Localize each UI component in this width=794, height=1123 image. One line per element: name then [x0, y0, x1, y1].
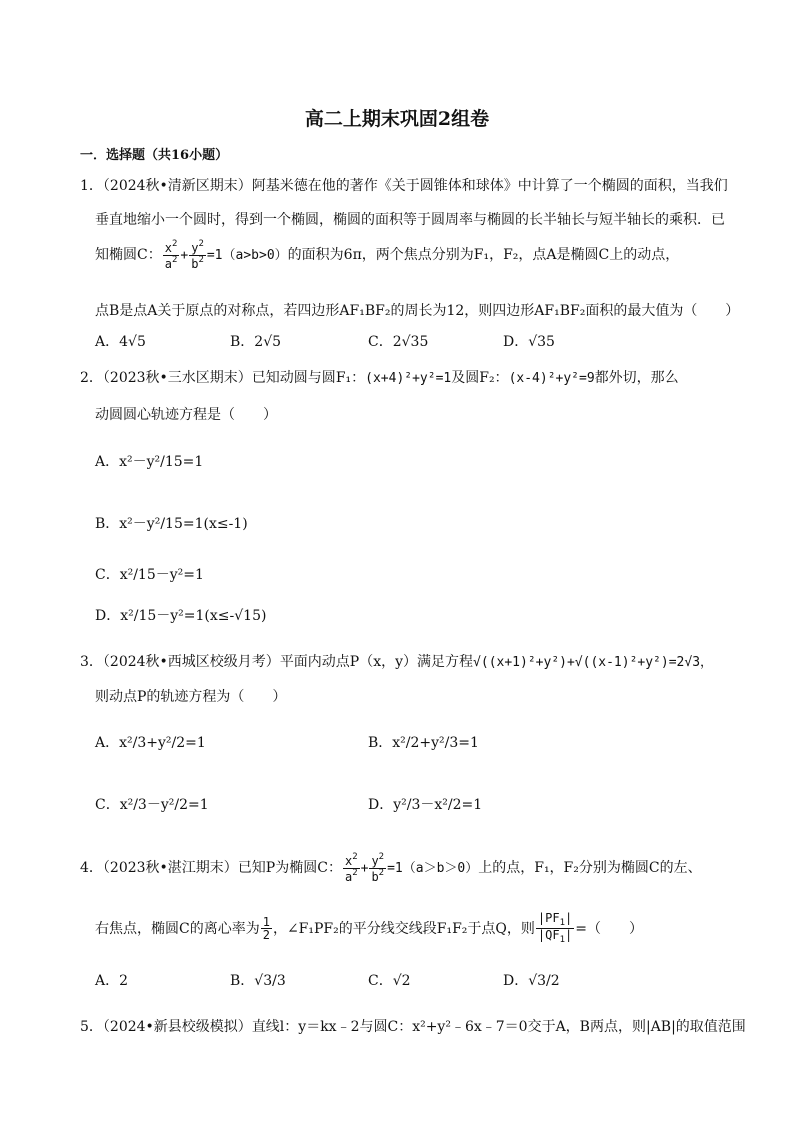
question-4-line-2 [95, 912, 643, 946]
option-d[interactable]: D．√3/2 [503, 973, 560, 989]
ellipse-condition: =1（a>b>0） [206, 248, 288, 264]
option-c[interactable]: C．2√35 [368, 334, 429, 350]
question-1-line-2: 垂直地缩小一个圆时，得到一个椭圆，椭圆的面积等于圆周率与椭圆的长半轴长与短半轴长的乘积．已 [95, 212, 725, 228]
trajectory-equation: √((x+1)²+y²)+√((x-1)²+y²)=2√3， [473, 655, 714, 670]
question-text: ，∠F₁PF₂的平分线交线段F₁F₂于点Q，则 [272, 920, 535, 937]
option-b[interactable]: B．2√5 [230, 334, 282, 350]
question-text: 已知动圆与圆 [251, 370, 336, 386]
question-1-line-3 [95, 240, 679, 270]
option-d[interactable]: D．x²/15－y²=1(x≤-√15) [95, 608, 267, 624]
circle-2-equation: (x-4)²+y²=9 [508, 371, 595, 386]
question-4-line-1 [80, 853, 702, 883]
question-3-line-1 [80, 651, 713, 671]
eccentricity-fraction: $\frac{1}{2}$ [262, 914, 270, 943]
option-a[interactable]: A．x²－y²/15=1 [95, 454, 204, 470]
question-source: （2024•新县校级模拟） [102, 1019, 252, 1035]
question-text: 已知P为椭圆C： [237, 860, 342, 877]
option-a[interactable]: A．4√5 [95, 334, 146, 350]
option-d[interactable]: D．y²/3－x²/2=1 [368, 797, 483, 813]
question-2-line-2: 动圆圆心轨迹方程是（ ） [95, 407, 277, 423]
option-a[interactable]: A．2 [95, 973, 129, 989]
question-number: 3． [80, 654, 103, 670]
question-source: （2024秋•西城区校级月考） [102, 654, 280, 670]
question-text: 都外切，那么 [594, 370, 679, 386]
option-c[interactable]: C．x²/3－y²/2=1 [95, 797, 209, 813]
question-source: （2023秋•三水区期末） [102, 370, 252, 386]
option-b[interactable]: B．√3/3 [230, 973, 286, 989]
circle-1-label: F₁： [335, 370, 366, 386]
question-text: 直线l：y＝kx﹣2与圆C：x²+y²﹣6x﹣7＝0交于A，B两点，则|AB|的取值范围 [251, 1019, 746, 1035]
question-5-line-1 [80, 1016, 746, 1036]
question-number: 5． [80, 1019, 103, 1035]
question-text: 知椭圆C： [95, 247, 162, 264]
question-2-line-1 [80, 367, 679, 387]
question-text: 右焦点，椭圆C的离心率为 [95, 920, 260, 937]
option-c[interactable]: C．x²/15－y²=1 [95, 567, 204, 583]
question-text: =（ ） [575, 920, 643, 937]
fraction-y2-b2: $\frac{y^2}{b^2}$ [371, 852, 385, 884]
option-d[interactable]: D．√35 [503, 334, 555, 350]
fraction-x2-a2: $\frac{x^2}{a^2}$ [344, 852, 358, 884]
connector-text: 及圆 [451, 370, 480, 386]
circle-1-equation: (x+4)²+y²=1 [365, 371, 452, 386]
question-number: 2． [80, 370, 103, 386]
page-title: 高二上期末巩固2组卷 [304, 108, 490, 130]
option-b[interactable]: B．x²－y²/15=1(x≤-1) [95, 516, 248, 532]
fraction-y2-b2: $\frac{y^2}{b^2}$ [191, 239, 204, 271]
question-1-line-4: 点B是点A关于原点的对称点，若四边形AF₁BF₂的周长为12，则四边形AF₁BF₂面积的最大值为（ ） [95, 303, 740, 319]
question-source: （2024秋•清新区期末） [102, 178, 252, 194]
section-heading: 一．选择题（共16小题） [80, 148, 229, 163]
option-a[interactable]: A．x²/3+y²/2=1 [95, 735, 206, 751]
question-text: 平面内动点P（x，y）满足方程 [279, 654, 474, 670]
circle-2-label: F₂： [479, 370, 509, 386]
question-number: 1． [80, 178, 103, 194]
plus-sign: + [360, 861, 369, 877]
ellipse-condition: =1（a＞b＞0） [387, 861, 479, 877]
question-text: 上的点，F₁，F₂分别为椭圆C的左、 [478, 860, 702, 877]
question-number: 4． [80, 860, 103, 877]
question-3-line-2: 则动点P的轨迹方程为（ ） [95, 689, 287, 705]
option-b[interactable]: B．x²/2+y²/3=1 [368, 735, 479, 751]
question-text: 的面积为6π，两个焦点分别为F₁，F₂，点A是椭圆C上的动点， [287, 247, 680, 264]
plus-sign: + [180, 248, 189, 264]
option-c[interactable]: C．√2 [368, 973, 411, 989]
fraction-x2-a2: $\frac{x^2}{a^2}$ [164, 239, 178, 271]
question-text: 阿基米德在他的著作《关于圆锥体和球体》中计算了一个椭圆的面积，当我们 [251, 178, 728, 194]
ratio-pf1-qf1: $\frac{|PF_1|}{|QF_1|}$ [537, 911, 573, 946]
question-source: （2023秋•湛江期末） [102, 860, 238, 877]
question-1-line-1 [80, 175, 728, 195]
